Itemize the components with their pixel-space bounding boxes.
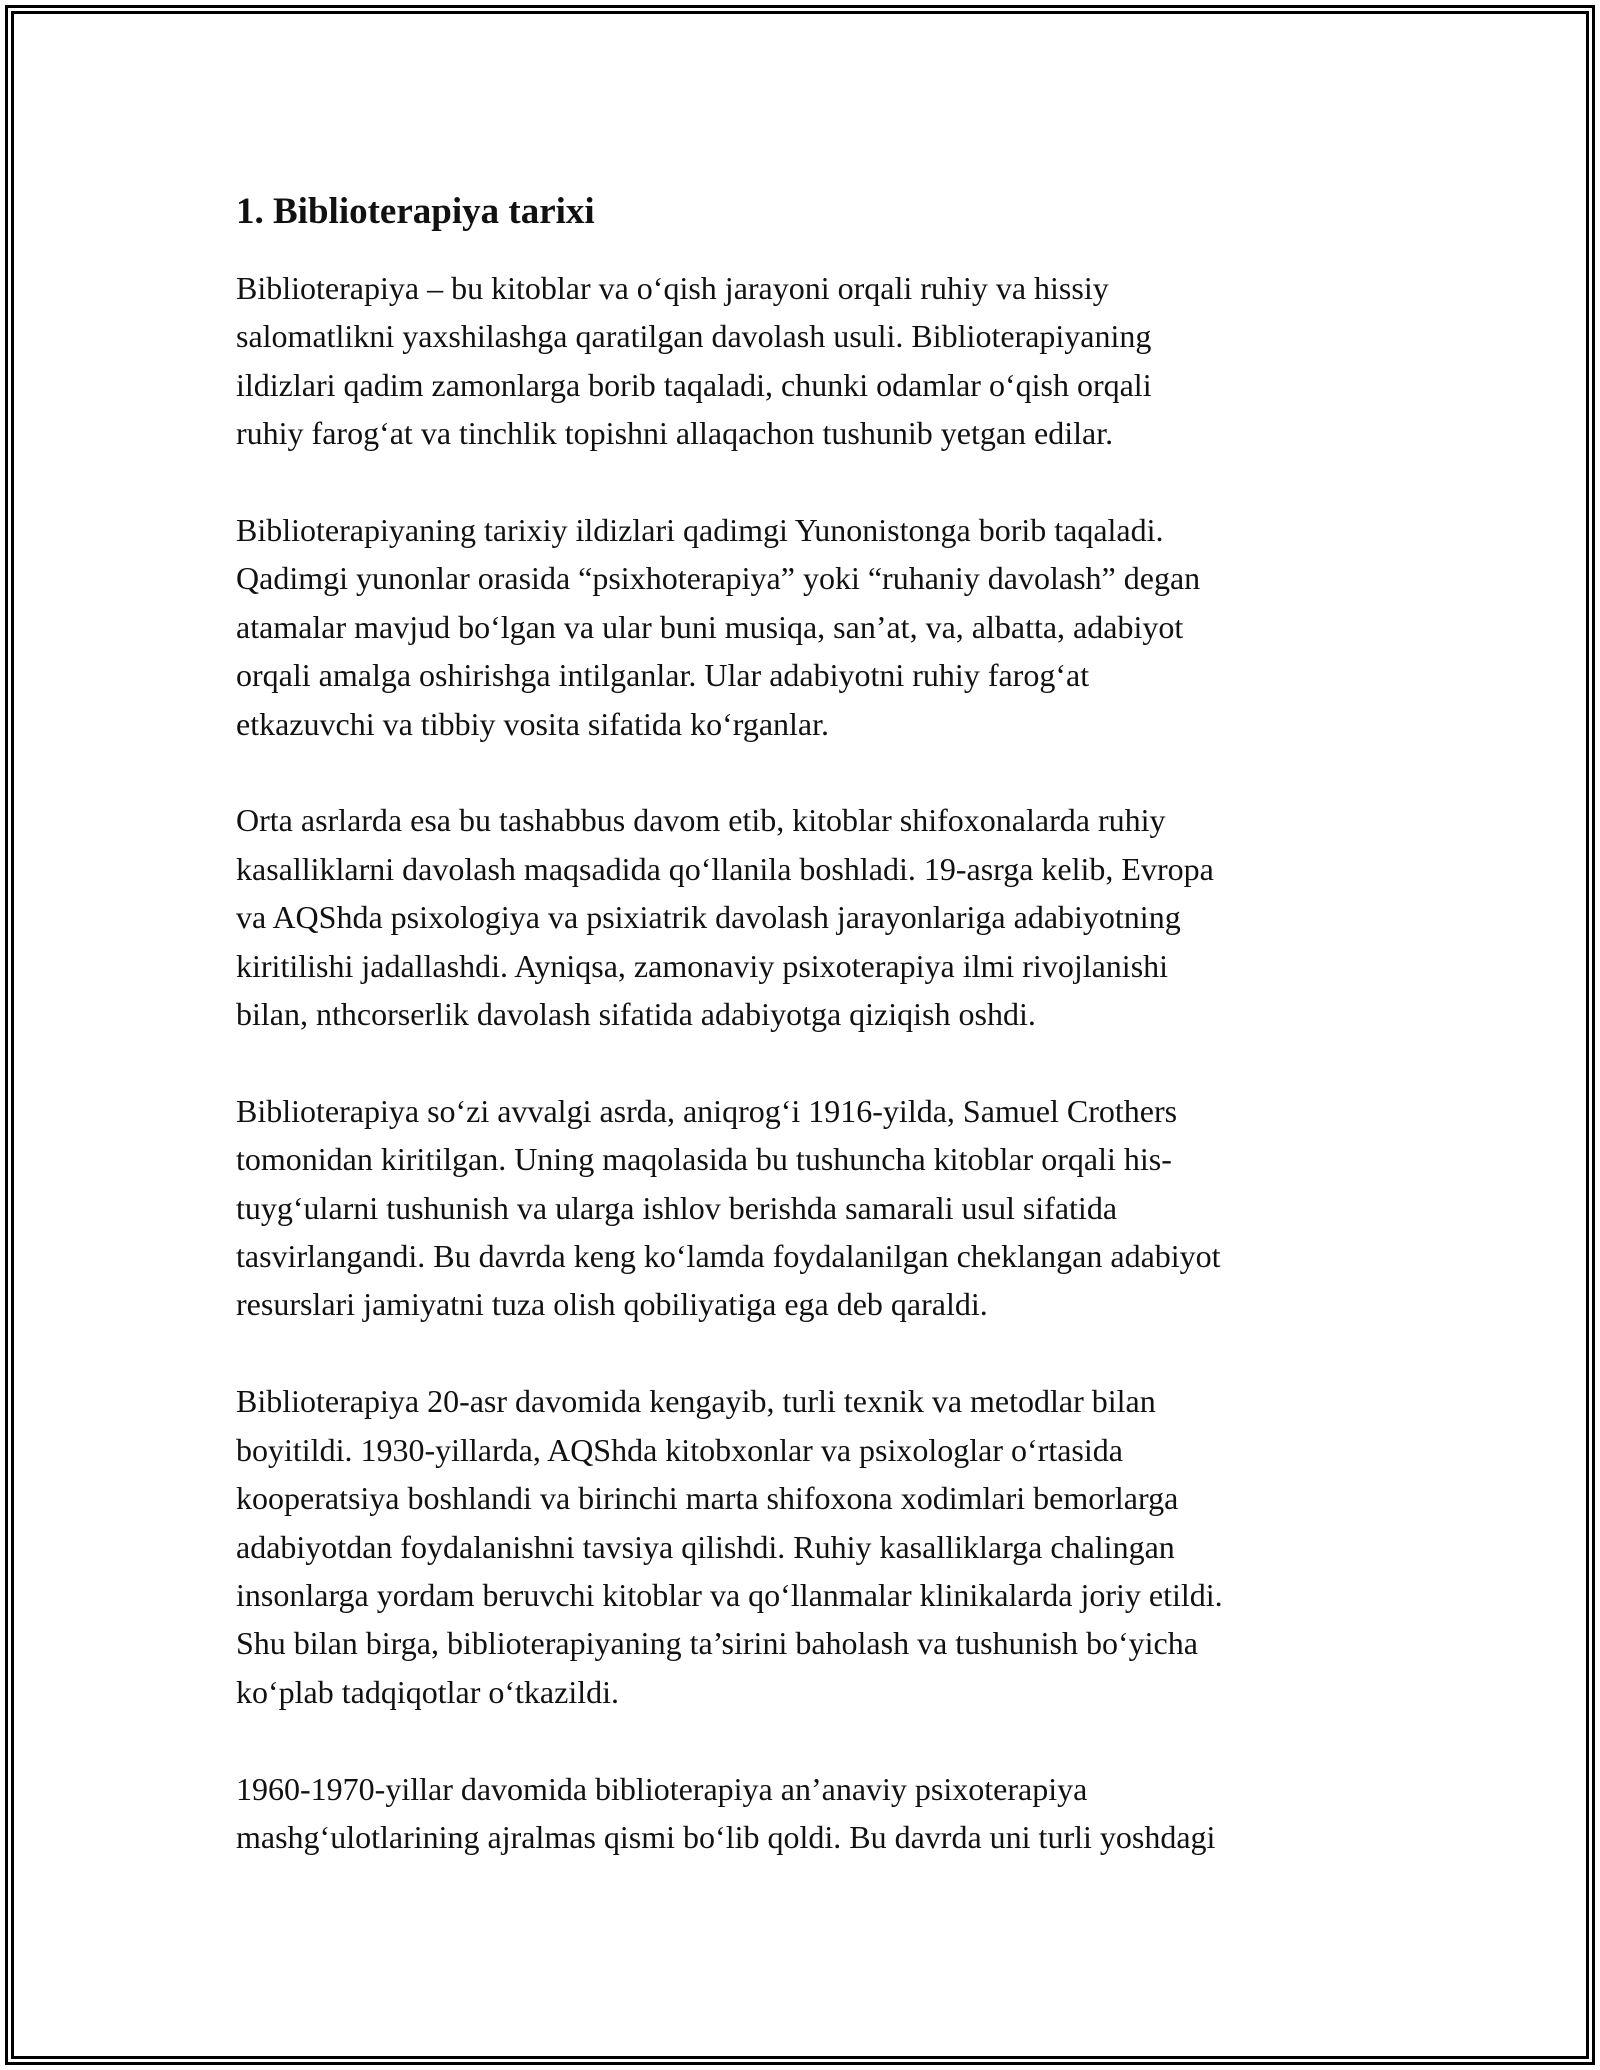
text-line: kasalliklarni davolash maqsadida qo‘llanila boshladi. 19-asrga kelib, Evropa: [236, 850, 1214, 887]
text-line: ko‘plab tadqiqotlar o‘tkazildi.: [236, 1673, 619, 1710]
text-line: mashg‘ulotlarining ajralmas qismi bo‘lib qoldi. Bu davrda uni turli yoshdagi: [236, 1818, 1216, 1855]
text-line: Qadimgi yunonlar orasida “psixhoterapiya” yoki “ruhaniy davolash” degan: [236, 560, 1201, 597]
text-line: kooperatsiya boshlandi va birinchi marta shifoxona xodimlari bemorlarga: [236, 1480, 1179, 1517]
text-line: etkazuvchi va tibbiy vosita sifatida ko‘rganlar.: [236, 705, 830, 742]
text-line: Biblioterapiya so‘zi avvalgi asrda, aniqrog‘i 1916-yilda, Samuel Crothers: [236, 1092, 1178, 1129]
paragraph-2: [236, 506, 1376, 748]
text-line: resurslari jamiyatni tuza olish qobiliyatiga ega deb qaraldi.: [236, 1286, 988, 1323]
text-line: 1960-1970-yillar davomida biblioterapiya an’anaviy psixoterapiya: [236, 1770, 1088, 1807]
text-line: adabiyotdan foydalanishni tavsiya qilishdi. Ruhiy kasalliklarga chalingan: [236, 1528, 1175, 1565]
text-line: va AQShda psixologiya va psixiatrik davolash jarayonlariga adabiyotning: [236, 899, 1181, 936]
section-heading: 1. Biblioterapiya tarixi: [236, 191, 595, 232]
text-line: orqali amalga oshirishga intilganlar. Ular adabiyotni ruhiy farog‘at: [236, 657, 1090, 694]
text-line: ildizlari qadim zamonlarga borib taqaladi, chunki odamlar o‘qish orqali: [236, 366, 1152, 403]
text-line: tomonidan kiritilgan. Uning maqolasida bu tushuncha kitoblar orqali his-: [236, 1141, 1172, 1178]
text-line: tasvirlangandi. Bu davrda keng ko‘lamda foydalanilgan cheklangan adabiyot: [236, 1238, 1221, 1275]
paragraph-5: [236, 1377, 1376, 1716]
text-line: kiritilishi jadallashdi. Ayniqsa, zamonaviy psixoterapiya ilmi rivojlanishi: [236, 947, 1169, 984]
text-line: Biblioterapiya 20-asr davomida kengayib, turli texnik va metodlar bilan: [236, 1383, 1156, 1420]
text-line: Biblioterapiyaning tarixiy ildizlari qadimgi Yunonistonga borib taqaladi.: [236, 512, 1164, 549]
text-line: bilan, nthcorserlik davolash sifatida adabiyotga qiziqish oshdi.: [236, 996, 1036, 1033]
paragraph-4: [236, 1087, 1376, 1329]
text-line: insonlarga yordam beruvchi kitoblar va qo‘llanmalar klinikalarda joriy etildi.: [236, 1576, 1223, 1613]
text-line: Orta asrlarda esa bu tashabbus davom etib, kitoblar shifoxonalarda ruhiy: [236, 802, 1166, 839]
paragraph-3: [236, 796, 1376, 1038]
paragraph-1: [236, 264, 1376, 458]
text-line: ruhiy farog‘at va tinchlik topishni allaqachon tushunib yetgan edilar.: [236, 415, 1114, 452]
text-line: atamalar mavjud bo‘lgan va ular buni musiqa, san’at, va, albatta, adabiyot: [236, 608, 1184, 645]
text-line: tuyg‘ularni tushunish va ularga ishlov berishda samarali usul sifatida: [236, 1189, 1118, 1226]
text-line: Shu bilan birga, biblioterapiyaning ta’sirini baholash va tushunish bo‘yicha: [236, 1625, 1198, 1662]
document-body: [236, 188, 1376, 1910]
paragraph-6: [236, 1765, 1376, 1862]
text-line: Biblioterapiya – bu kitoblar va o‘qish jarayoni orqali ruhiy va hissiy: [236, 270, 1109, 306]
text-line: salomatlikni yaxshilashga qaratilgan davolash usuli. Biblioterapiyaning: [236, 318, 1152, 355]
text-line: boyitildi. 1930-yillarda, AQShda kitobxonlar va psixologlar o‘rtasida: [236, 1431, 1123, 1468]
